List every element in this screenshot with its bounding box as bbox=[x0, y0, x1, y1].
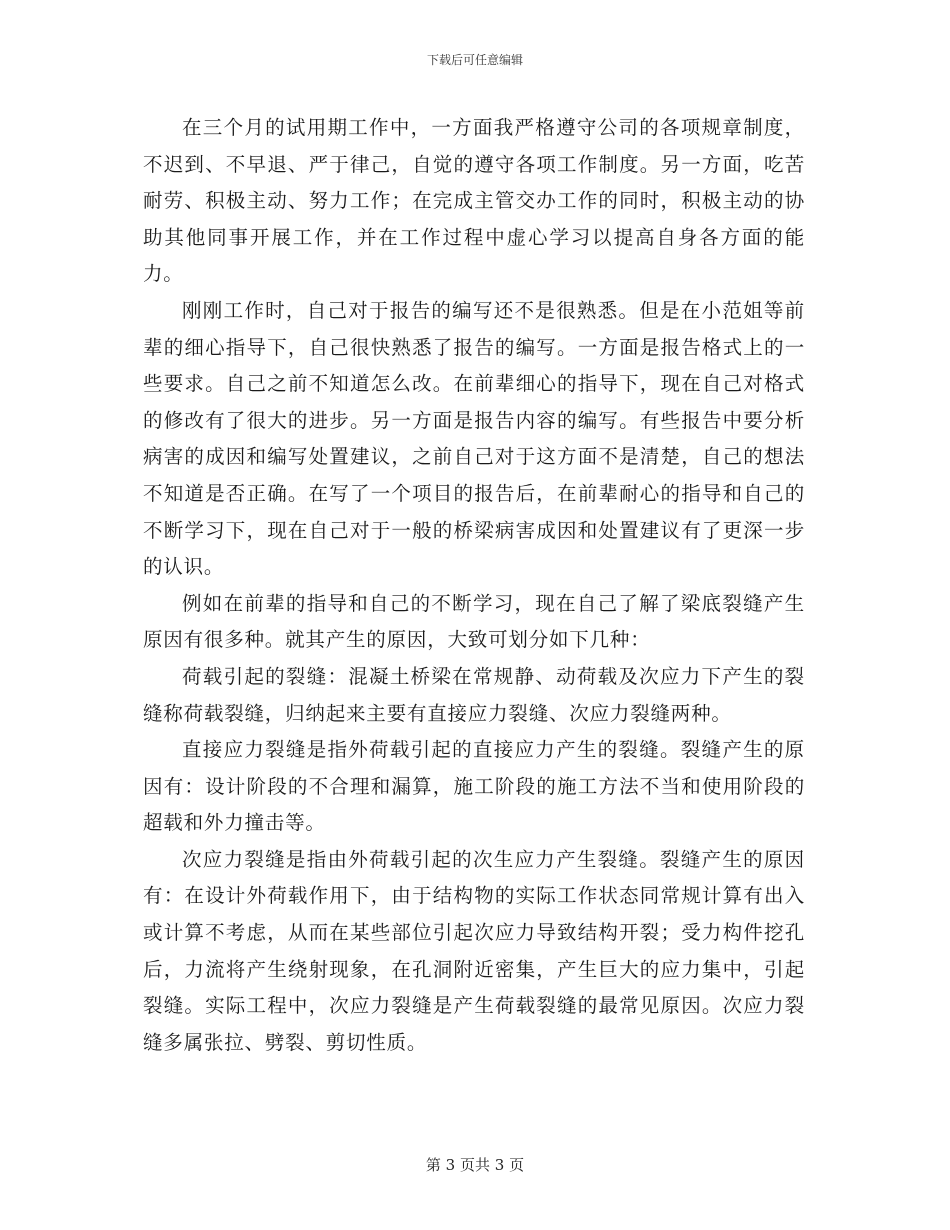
paragraph-load-cracks: 荷载引起的裂缝：混凝土桥梁在常规静、动荷载及次应力下产生的裂缝称荷载裂缝，归纳起来主要有直接应力裂缝、次应力裂缝两种。 bbox=[143, 664, 805, 725]
paragraph-crack-causes-intro: 例如在前辈的指导和自己的不断学习，现在自己了解了梁底裂缝产生原因有很多种。就其产生的原因，大致可划分如下几种： bbox=[143, 591, 805, 652]
paragraph-probation-work: 在三个月的试用期工作中，一方面我严格遵守公司的各项规章制度，不迟到、不早退、严于律己，自觉的遵守各项工作制度。另一方面，吃苦耐劳、积极主动、努力工作；在完成主管交办工作的同时，积极主动的协助其他同事开展工作，并在工作过程中虚心学习以提高自身各方面的能力。 bbox=[143, 116, 805, 286]
page-number: 第 3 页共 3 页 bbox=[425, 1156, 525, 1174]
page-header: 下载后可任意编辑 bbox=[426, 53, 523, 67]
paragraph-direct-stress-cracks: 直接应力裂缝是指外荷载引起的直接应力产生的裂缝。裂缝产生的原因有：设计阶段的不合理和漏算，施工阶段的施工方法不当和使用阶段的超载和外力撞击等。 bbox=[143, 738, 805, 835]
paragraph-secondary-stress-cracks: 次应力裂缝是指由外荷载引起的次生应力产生裂缝。裂缝产生的原因有：在设计外荷载作用下，由于结构物的实际工作状态同常规计算有出入或计算不考虑，从而在某些部位引起次应力导致结构开裂；受力构件挖孔后，力流将产生绕射现象，在孔洞附近密集，产生巨大的应力集中，引起裂缝。实际工程中，次应力裂缝是产生荷载裂缝的最常见原因。次应力裂缝多属张拉、劈裂、剪切性质。 bbox=[143, 847, 805, 1054]
document-body bbox=[143, 110, 805, 1061]
paragraph-report-writing: 刚刚工作时，自己对于报告的编写还不是很熟悉。但是在小范姐等前辈的细心指导下，自己很快熟悉了报告的编写。一方面是报告格式上的一些要求。自己之前不知道怎么改。在前辈细心的指导下，现在自己对格式的修改有了很大的进步。另一方面是报告内容的编写。有些报告中要分析病害的成因和编写处置建议，之前自己对于这方面不是清楚，自己的想法不知道是否正确。在写了一个项目的报告后，在前辈耐心的指导和自己的不断学习下，现在自己对于一般的桥梁病害成因和处置建议有了更深一步的认识。 bbox=[143, 298, 805, 579]
